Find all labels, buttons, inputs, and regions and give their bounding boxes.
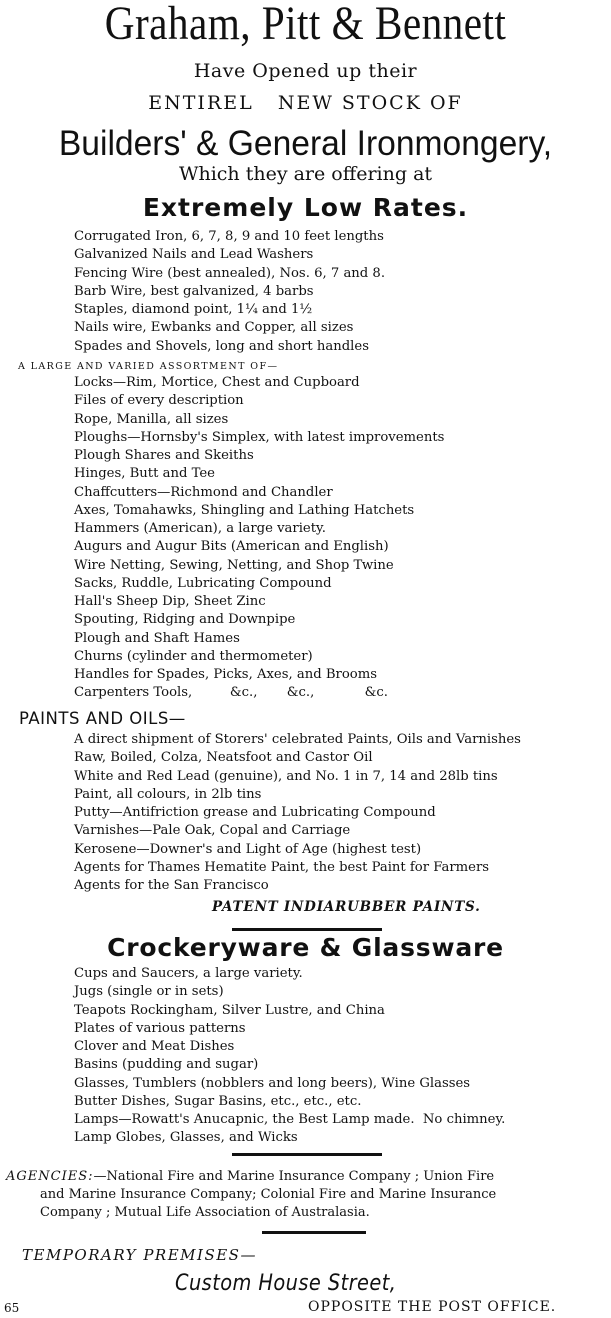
list-item: Axes, Tomahawks, Shingling and Lathing Hatchets — [74, 502, 415, 518]
list-item: Agents for the San Francisco — [74, 878, 269, 893]
patent-paints-line: PATENT INDIARUBBER PAINTS. — [212, 899, 481, 915]
list-item: Teapots Rockingham, Silver Lustre, and China — [74, 1002, 385, 1018]
list-item: Chaffcutters—Richmond and Chandler — [74, 484, 333, 500]
list-item: Files of every description — [74, 393, 244, 409]
list-item: Barb Wire, best galvanized, 4 barbs — [74, 283, 314, 299]
list-item: Lamps—Rowatt's Anucapnic, the Best Lamp made. No chimney. — [74, 1112, 506, 1127]
agencies-label: AGENCIES: — [6, 1169, 94, 1184]
list-item: Churns (cylinder and thermometer) — [74, 648, 313, 664]
offering-line: Which they are offering at — [178, 163, 433, 185]
list-item: Handles for Spades, Picks, Axes, and Brooms — [74, 667, 378, 682]
list-item: Jugs (single or in sets) — [74, 984, 224, 1000]
advertiser-title: Graham, Pitt & Bennett — [104, 0, 507, 50]
crockery-heading: Crockeryware & Glassware — [107, 933, 504, 962]
reference-number: 65 — [4, 1301, 20, 1315]
divider — [262, 1231, 366, 1234]
list-item: Basins (pudding and sugar) — [74, 1057, 259, 1073]
list-item: Staples, diamond point, 1¼ and 1½ — [74, 302, 313, 317]
agencies-line: Company ; Mutual Life Association of Australasia. — [40, 1205, 370, 1220]
list-item: Lamp Globes, Glasses, and Wicks — [74, 1130, 298, 1146]
list-item: A direct shipment of Storers' celebrated Paints, Oils and Varnishes — [74, 732, 521, 747]
divider — [232, 1153, 382, 1156]
list-item: White and Red Lead (genuine), and No. 1 in 7, 14 and 28lb tins — [74, 768, 498, 784]
temporary-premises-label: TEMPORARY PREMISES— — [22, 1246, 257, 1264]
paints-list — [74, 731, 521, 895]
list-item: Agents for Thames Hematite Paint, the best Paint for Farmers — [74, 859, 490, 875]
announcement-line: Have Opened up their — [193, 60, 418, 82]
list-item: Corrugated Iron, 6, 7, 8, 9 and 10 feet lengths — [74, 229, 384, 244]
list-item: Hinges, Butt and Tee — [74, 466, 215, 482]
assortment-label: A LARGE AND VARIED ASSORTMENT OF— — [18, 361, 279, 372]
new-stock-line: ENTIREL NEW STOCK OF — [148, 92, 463, 114]
list-item: Hammers (American), a large variety. — [74, 521, 326, 536]
list-item: Cups and Saucers, a large variety. — [74, 966, 303, 981]
list-item: Nails wire, Ewbanks and Copper, all sizes — [74, 320, 354, 336]
location-note: OPPOSITE THE POST OFFICE. — [308, 1299, 557, 1315]
list-item: Glasses, Tumblers (nobblers and long beers), Wine Glasses — [74, 1075, 471, 1091]
list-item: Ploughs—Hornsby's Simplex, with latest improvements — [74, 429, 445, 445]
list-item: Raw, Boiled, Colza, Neatsfoot and Castor Oil — [74, 750, 373, 766]
list-item: Spades and Shovels, long and short handles — [74, 338, 369, 354]
list-item: Sacks, Ruddle, Lubricating Compound — [74, 575, 332, 591]
list-item: Augurs and Augur Bits (American and English) — [74, 539, 389, 555]
list-item: Galvanized Nails and Lead Washers — [74, 247, 314, 263]
list-item: Butter Dishes, Sugar Basins, etc., etc., etc. — [74, 1093, 362, 1109]
list-item: Plough Shares and Skeiths — [74, 448, 254, 463]
street-address: Custom House Street, — [175, 1271, 397, 1296]
agencies-line: —National Fire and Marine Insurance Company ; Union Fire — [93, 1169, 495, 1184]
agencies-line: and Marine Insurance Company; Colonial Fire and Marine Insurance — [40, 1187, 497, 1202]
general-items-list — [74, 228, 385, 356]
list-item: Spouting, Ridging and Downpipe — [74, 612, 296, 628]
list-item: Varnishes—Pale Oak, Copal and Carriage — [74, 823, 351, 839]
crockery-list — [74, 965, 505, 1148]
list-item: Rope, Manilla, all sizes — [74, 411, 229, 427]
list-item: Plough and Shaft Hames — [74, 630, 240, 646]
ironmongery-heading: Builders' & General Ironmongery, — [58, 124, 553, 163]
list-item: Hall's Sheep Dip, Sheet Zinc — [74, 594, 266, 609]
list-item: Carpenters Tools, &c., &c., &c. — [74, 685, 388, 701]
list-item: Locks—Rim, Mortice, Chest and Cupboard — [74, 375, 360, 390]
list-item: Plates of various patterns — [74, 1020, 246, 1036]
list-item: Putty—Antifriction grease and Lubricating Compound — [74, 805, 436, 820]
low-rates-heading: Extremely Low Rates. — [142, 193, 469, 222]
list-item: Paint, all colours, in 2lb tins — [74, 786, 262, 802]
agencies-block — [6, 1168, 611, 1222]
list-item: Kerosene—Downer's and Light of Age (highest test) — [74, 841, 422, 857]
list-item: Clover and Meat Dishes — [74, 1039, 235, 1054]
list-item: Wire Netting, Sewing, Netting, and Shop Twine — [74, 557, 394, 573]
paints-heading: PAINTS AND OILS— — [19, 709, 186, 728]
assortment-list — [74, 374, 444, 703]
list-item: Fencing Wire (best annealed), Nos. 6, 7 and 8. — [74, 265, 386, 281]
